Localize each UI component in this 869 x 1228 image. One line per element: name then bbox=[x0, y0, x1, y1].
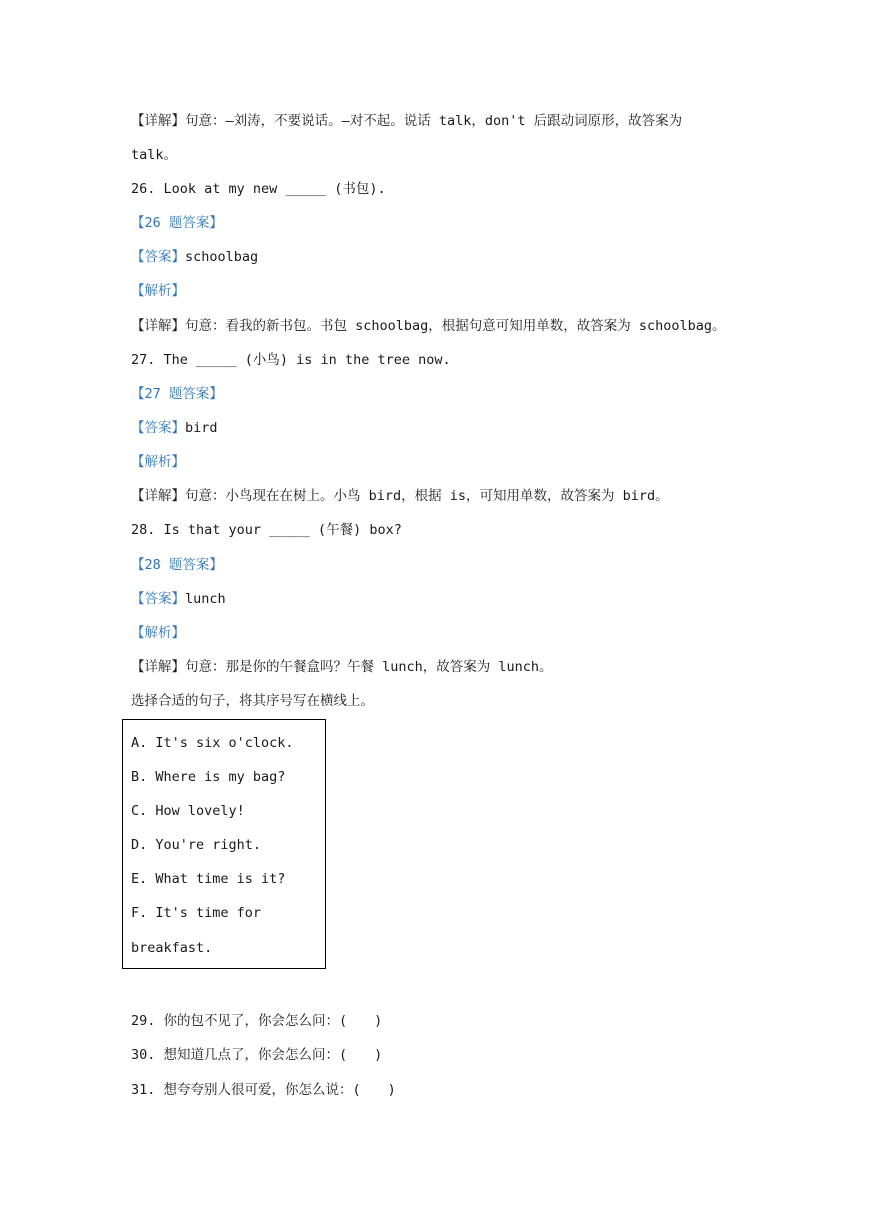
question-27: 27. The _____ (小鸟) is in the tree now. bbox=[131, 352, 451, 368]
answer-tag: 【答案】 bbox=[131, 420, 185, 436]
option-c: C. How lovely! bbox=[131, 803, 245, 819]
answer-tag: 【答案】 bbox=[131, 591, 185, 607]
answer-value: bird bbox=[185, 420, 218, 436]
detail-text: 句意：—刘涛，不要说话。—对不起。说话 talk，don't 后跟动词原形，故答案为 bbox=[185, 113, 683, 129]
option-d: D. You're right. bbox=[131, 837, 262, 853]
answer-28 bbox=[131, 589, 226, 609]
answer-value: schoolbag bbox=[185, 249, 259, 265]
answer-heading-28: 【28 题答案】 bbox=[131, 557, 223, 573]
question-31: 31. 想夸夸别人很可爱，你怎么说：( ) bbox=[131, 1082, 396, 1098]
detail-text: 句意：那是你的午餐盒吗？午餐 lunch，故答案为 lunch。 bbox=[185, 659, 553, 675]
answer-tag: 【答案】 bbox=[131, 249, 185, 265]
detail-27 bbox=[131, 486, 669, 506]
detail-tag: 【详解】 bbox=[131, 488, 185, 504]
analysis-tag-27: 【解析】 bbox=[131, 454, 185, 470]
options-box bbox=[122, 719, 326, 969]
answer-heading-26: 【26 题答案】 bbox=[131, 215, 223, 231]
option-e: E. What time is it? bbox=[131, 871, 286, 887]
analysis-tag-28: 【解析】 bbox=[131, 625, 185, 641]
option-a: A. It's six o'clock. bbox=[131, 735, 294, 751]
detail-28 bbox=[131, 657, 553, 677]
detail-tag: 【详解】 bbox=[131, 113, 185, 129]
detail-26 bbox=[131, 316, 726, 336]
answer-heading-27: 【27 题答案】 bbox=[131, 386, 223, 402]
detail-tag: 【详解】 bbox=[131, 318, 185, 334]
detail-tag: 【详解】 bbox=[131, 659, 185, 675]
question-29: 29. 你的包不见了，你会怎么问：( ) bbox=[131, 1013, 383, 1029]
question-28: 28. Is that your _____ (午餐) box? bbox=[131, 522, 402, 538]
answer-26 bbox=[131, 247, 258, 267]
option-b: B. Where is my bag? bbox=[131, 769, 286, 785]
detail-text: 句意：看我的新书包。书包 schoolbag，根据句意可知用单数，故答案为 schoolbag。 bbox=[185, 318, 726, 334]
q25-detail-line1 bbox=[131, 111, 682, 131]
question-30: 30. 想知道几点了，你会怎么问：( ) bbox=[131, 1047, 383, 1063]
analysis-tag-26: 【解析】 bbox=[131, 283, 185, 299]
q25-detail-line2: talk。 bbox=[131, 147, 178, 163]
answer-value: lunch bbox=[185, 591, 226, 607]
option-f-continued: breakfast. bbox=[131, 940, 213, 956]
detail-text: 句意：小鸟现在在树上。小鸟 bird，根据 is，可知用单数，故答案为 bird。 bbox=[185, 488, 669, 504]
option-f: F. It's time for bbox=[131, 905, 262, 921]
answer-27 bbox=[131, 418, 218, 438]
question-26: 26. Look at my new _____ (书包). bbox=[131, 181, 386, 197]
section-instruction: 选择合适的句子，将其序号写在横线上。 bbox=[131, 693, 374, 709]
